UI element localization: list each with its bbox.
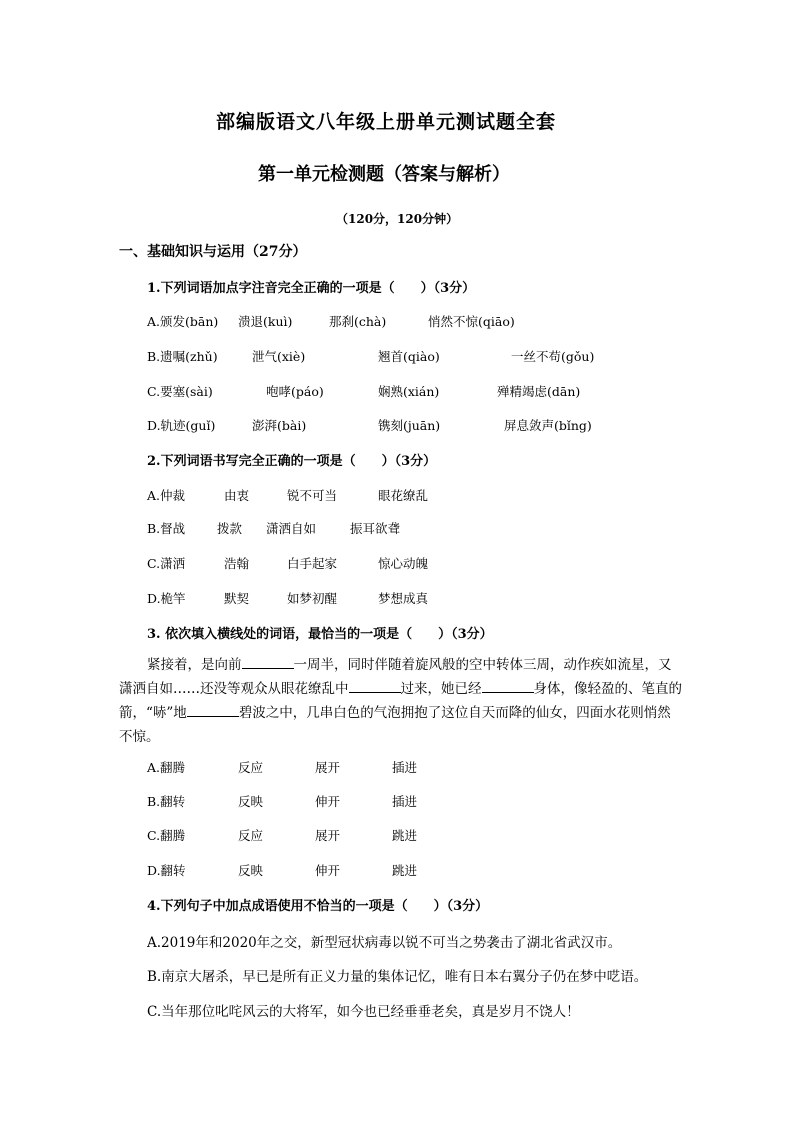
q1-option-d-3: 镌刻(juān) <box>378 418 441 433</box>
q2-option-b-2: 拨款 <box>217 521 243 536</box>
q2-option-d-4: 梦想成真 <box>378 591 429 606</box>
passage-part-1: 紧接着，是向前 <box>147 657 242 673</box>
q3-option-a-2: 反应 <box>238 760 264 775</box>
q1-option-a-1: A.颁发(bān) <box>147 314 219 329</box>
q2-option-c-2: 浩翰 <box>224 556 250 571</box>
q2-option-d-2: 默契 <box>224 591 250 606</box>
q3-option-c-4: 跳进 <box>392 828 418 843</box>
q1-option-a-2: 溃退(kuì) <box>238 314 293 329</box>
q2-option-b-3: 潇洒自如 <box>266 521 317 536</box>
q2-option-b-1: B.督战 <box>147 521 186 536</box>
q3-option-a-4: 插进 <box>392 760 418 775</box>
q2-option-a-3: 锐不可当 <box>287 488 338 503</box>
q1-option-a-3: 那刹(chà) <box>329 314 387 329</box>
q2-option-c-1: C.潇洒 <box>147 556 186 571</box>
passage-part-3: 过来，她已经 <box>400 681 482 697</box>
unit-subtitle: 第一单元检测题（答案与解析） <box>258 164 510 185</box>
q4-option-a: A.2019年和2020年之交，新型冠状病毒以锐不可当之势袭击了湖北省武汉市。 <box>147 935 622 951</box>
q4-option-b: B.南京大屠杀，早已是所有正义力量的集体记忆，唯有日本右翼分子仍在梦中呓语。 <box>147 969 648 985</box>
q2-option-c-4: 惊心动魄 <box>378 556 429 571</box>
q1-option-b-4: 一丝不苟(gǒu) <box>511 349 595 364</box>
question-4-stem: 4.下列句子中加点成语使用不恰当的一项是（ ）（3分） <box>147 899 489 914</box>
q2-option-b-4: 振耳欲聋 <box>350 521 401 536</box>
question-1-stem: 1.下列词语加点字注音完全正确的一项是（ ）（3分） <box>147 281 476 296</box>
q2-option-d-1: D.桅竿 <box>147 591 186 606</box>
q3-option-b-3: 伸开 <box>315 794 341 809</box>
q3-option-d-2: 反映 <box>238 863 264 878</box>
q3-option-b-1: B.翻转 <box>147 794 186 809</box>
q1-option-c-4: 殚精竭虑(dān) <box>497 384 581 399</box>
section-heading: 一、基础知识与运用（27分） <box>119 244 307 260</box>
q1-option-b-2: 泄气(xiè) <box>252 349 306 364</box>
q2-option-a-1: A.仲裁 <box>147 488 186 503</box>
q3-option-b-4: 插进 <box>392 794 418 809</box>
fill-blank-2 <box>349 678 401 693</box>
q3-option-d-4: 跳进 <box>392 863 418 878</box>
q1-option-c-3: 娴熟(xián) <box>378 384 440 399</box>
q2-option-d-3: 如梦初醒 <box>287 591 338 606</box>
score-time: （120分，120分钟） <box>336 212 459 226</box>
q1-option-d-4: 屏息敛声(bǐng) <box>504 418 592 433</box>
passage-part-4: 身体，像轻盈的、笔直的箭，“哧”地 <box>119 681 682 721</box>
q3-option-d-1: D.翻转 <box>147 863 186 878</box>
document-title: 部编版语文八年级上册单元测试题全套 <box>216 111 557 133</box>
passage-part-5: 碧波之中，几串白色的气泡拥抱了这位自天而降的仙女，四面水花则悄然不惊。 <box>119 705 671 745</box>
fill-blank-1 <box>242 654 294 669</box>
q1-option-b-3: 翘首(qiào) <box>378 349 440 364</box>
q1-option-d-2: 澎湃(bài) <box>252 418 307 433</box>
q3-option-a-3: 展开 <box>315 760 341 775</box>
q1-option-c-2: 咆哮(páo) <box>266 384 324 399</box>
q3-option-c-1: C.翻腾 <box>147 828 186 843</box>
q3-option-d-3: 伸开 <box>315 863 341 878</box>
fill-blank-4 <box>187 702 239 717</box>
q1-option-a-4: 悄然不惊(qiāo) <box>428 314 515 329</box>
q3-option-b-2: 反映 <box>238 794 264 809</box>
q3-option-c-2: 反应 <box>238 828 264 843</box>
passage-part-2: 一周半，同时伴随着旋风般的空中转体三周，动作疾如流星，又潇洒自如……还没等观众从眼花缭乱中 <box>119 657 672 697</box>
question-3-stem: 3. 依次填入横线处的词语，最恰当的一项是（ ）（3分） <box>147 627 493 642</box>
question-3-passage <box>119 653 684 749</box>
question-2-stem: 2.下列词语书写完全正确的一项是（ ）（3分） <box>147 454 437 469</box>
q2-option-a-2: 由衷 <box>224 488 250 503</box>
q2-option-c-3: 白手起家 <box>287 556 338 571</box>
q4-option-c: C.当年那位叱咤风云的大将军，如今也已经垂垂老矣，真是岁月不饶人！ <box>147 1004 580 1020</box>
q3-option-c-3: 展开 <box>315 828 341 843</box>
q1-option-d-1: D.轨迹(guǐ) <box>147 418 216 433</box>
q1-option-c-1: C.要塞(sài) <box>147 384 213 399</box>
q1-option-b-1: B.遗嘱(zhǔ) <box>147 349 218 364</box>
q3-option-a-1: A.翻腾 <box>147 760 186 775</box>
fill-blank-3 <box>482 678 534 693</box>
q2-option-a-4: 眼花缭乱 <box>378 488 429 503</box>
